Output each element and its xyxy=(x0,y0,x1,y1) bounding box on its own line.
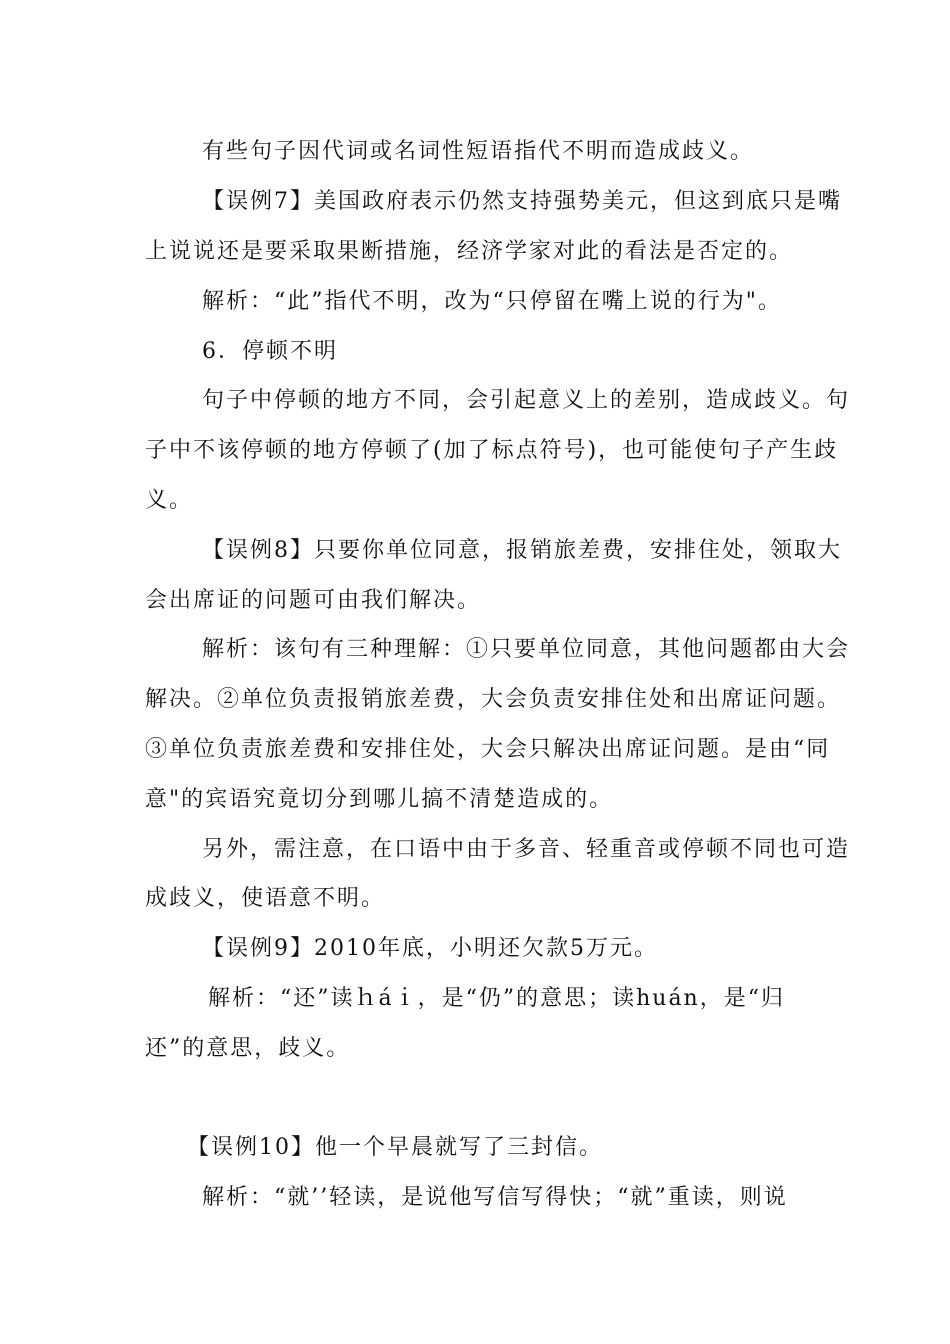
paragraph-line: 另外，需注意，在口语中由于多音、轻重音或停顿不同也可造 xyxy=(202,837,851,862)
analysis-7-line: 解析：“此”指代不明，改为“只停留在嘴上说的行为"。 xyxy=(202,289,782,314)
analysis-8-continuation: ③单位负责旅差费和安排住处，大会只解决出席证问题。是由“同 xyxy=(145,737,831,762)
analysis-8-continuation: 解决。②单位负责报销旅差费，大会负责安排住处和出席证问题。 xyxy=(145,687,842,712)
analysis-9-continuation: 还”的意思，歧义。 xyxy=(145,1036,351,1061)
paragraph-line: 有些句子因代词或名词性短语指代不明而造成歧义。 xyxy=(202,139,755,164)
paragraph-line: 子中不该停顿的地方停顿了(加了标点符号)，也可能使句子产生歧 xyxy=(145,438,839,463)
analysis-9-line: 解析：“还”读ｈáｉ，是“仍”的意思；读huán，是“归 xyxy=(208,986,785,1011)
example-7-continuation: 上说说还是要采取果断措施，经济学家对此的看法是否定的。 xyxy=(145,239,794,264)
analysis-8-line: 解析：该句有三种理解：①只要单位同意，其他问题都由大会 xyxy=(202,637,851,662)
example-8-line: 【误例8】只要你单位同意，报销旅差费，安排住处，领取大 xyxy=(202,538,842,563)
section-heading: 6．停顿不明 xyxy=(202,339,338,364)
example-10-line: 【误例10】他一个早晨就写了三封信。 xyxy=(187,1135,603,1160)
paragraph-line: 句子中停顿的地方不同，会引起意义上的差别，造成歧义。句 xyxy=(202,388,851,413)
analysis-10-line: 解析：“就’’轻读，是说他写信写得快；“就”重读，则说 xyxy=(202,1185,788,1210)
analysis-8-continuation: 意"的宾语究竟切分到哪儿搞不清楚造成的。 xyxy=(145,787,614,812)
example-9-line: 【误例9】2010年底，小明还欠款5万元。 xyxy=(202,936,658,961)
example-8-continuation: 会出席证的问题可由我们解决。 xyxy=(145,588,482,613)
paragraph-line: 义。 xyxy=(145,488,194,513)
paragraph-line: 成歧义，使语意不明。 xyxy=(145,886,386,911)
example-7-line: 【误例7】美国政府表示仍然支持强势美元，但这到底只是嘴 xyxy=(202,189,842,214)
